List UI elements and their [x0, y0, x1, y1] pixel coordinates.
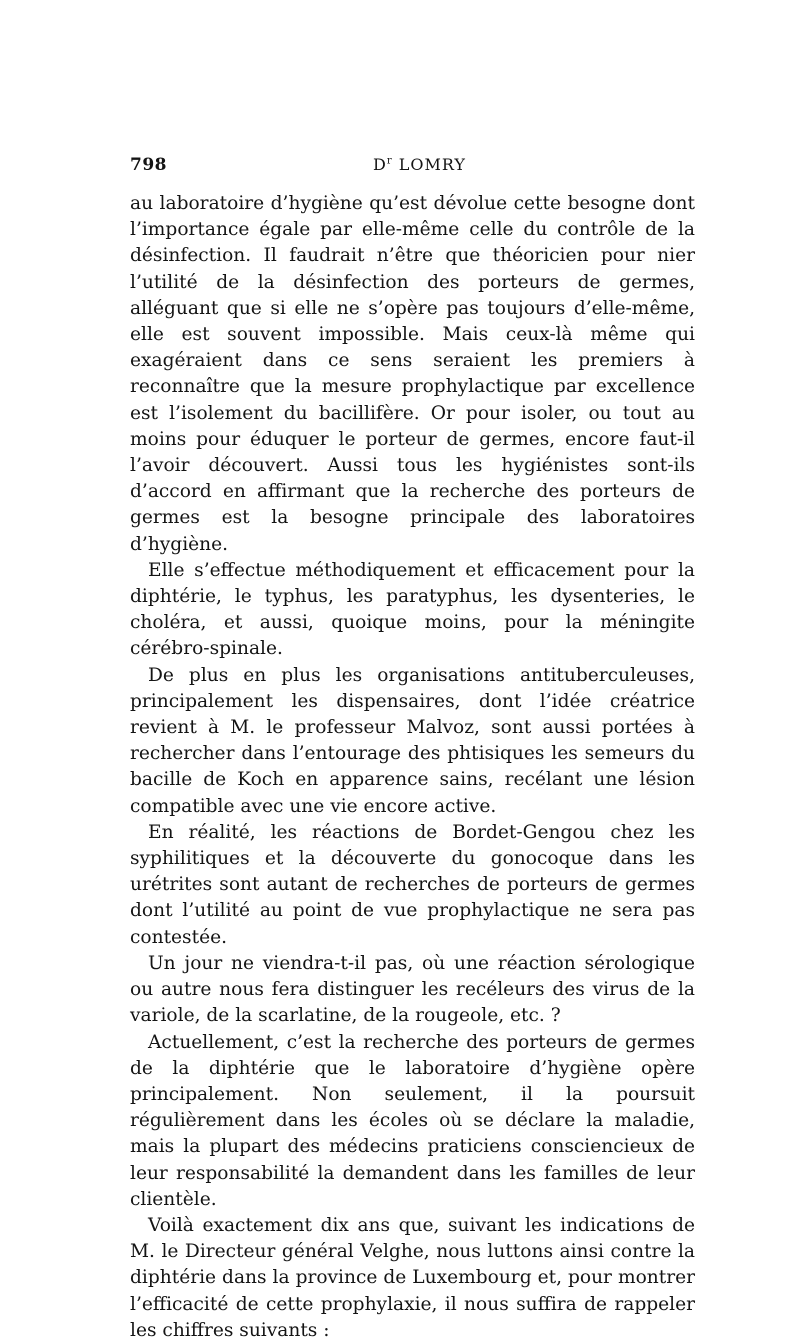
body-text: [130, 191, 695, 1344]
paragraph: Voilà exactement dix ans que, suivant les indications de M. le Directeur général Velghe, nous luttons ainsi contre la diphtérie dans la province de Luxembourg et, pour montrer l’efficacité de cette prophylaxie, il nous suffira de rappeler les chiffres suivants :: [130, 1214, 695, 1341]
author-suffix: r: [386, 155, 393, 167]
page-number: 798: [130, 155, 167, 175]
author-name: LOMRY: [398, 155, 466, 174]
page-header: [130, 155, 695, 177]
paragraph: Elle s’effectue méthodiquement et efficacement pour la diphtérie, le typhus, les paratyphus, les dysenteries, le choléra, et aussi, quoique moins, pour la méningite cérébro-spinale.: [130, 559, 695, 660]
paragraph: En réalité, les réactions de Bordet-Gengou chez les syphilitiques et la découverte du gonocoque dans les urétrites sont autant de recherches de porteurs de germes dont l’utilité au point de vue prophylactique ne sera pas contestée.: [130, 821, 695, 948]
running-head-author: [373, 155, 466, 174]
paragraph-continuation: au laboratoire d’hygiène qu’est dévolue cette besogne dont l’importance égale par elle-même celle du contrôle de la désinfection. Il faudrait n’être que théoricien pour nier l’utilité de la désinfection des porteurs de germes, alléguant que si elle ne s’opère pas toujours d’elle-même, elle est souvent impossible. Mais ceux-là même qui exagéraient dans ce sens seraient les premiers à reconnaître que la mesure prophylactique par excellence est l’isolement du bacillifère. Or pour isoler, ou tout au moins pour éduquer le porteur de germes, encore faut-il l’avoir découvert. Aussi tous les hygiénistes sont-ils d’accord en affirmant que la recherche des porteurs de germes est la besogne principale des laboratoires d’hygiène.: [130, 193, 695, 555]
paragraph: De plus en plus les organisations antituberculeuses, principalement les dispensaires, dont l’idée créatrice revient à M. le professeur Malvoz, sont aussi portées à rechercher dans l’entourage des phtisiques les semeurs du bacille de Koch en apparence sains, recélant une lésion compatible avec une vie encore active.: [130, 664, 695, 817]
author-prefix: D: [373, 155, 387, 174]
paragraph: Un jour ne viendra-t-il pas, où une réaction sérologique ou autre nous fera distinguer les recéleurs des virus de la variole, de la scarlatine, de la rougeole, etc. ?: [130, 952, 695, 1027]
paragraph: Actuellement, c’est la recherche des porteurs de germes de la diphtérie que le laboratoire d’hygiène opère principalement. Non seulement, il la poursuit régulièrement dans les écoles où se déclare la maladie, mais la plupart des médecins praticiens consciencieux de leur responsabilité la demandent dans les familles de leur clientèle.: [130, 1031, 695, 1210]
